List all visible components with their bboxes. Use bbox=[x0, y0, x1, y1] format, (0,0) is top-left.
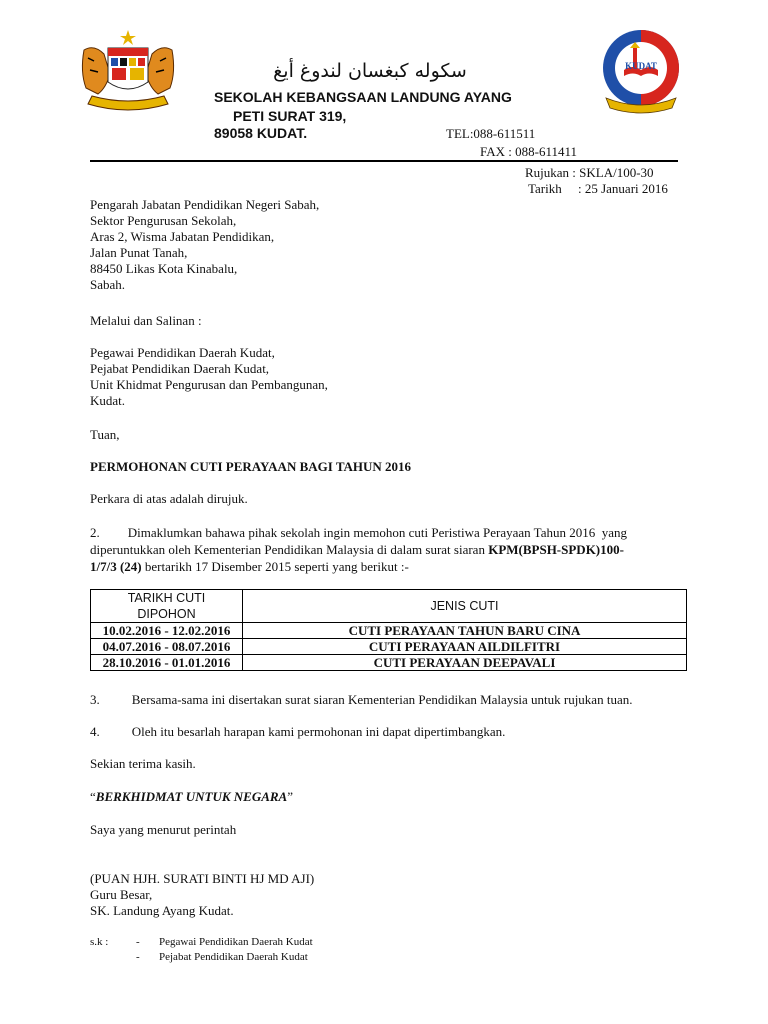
column-header-date: TARIKH CUTI DIPOHON bbox=[91, 590, 243, 623]
address-line: Unit Khidmat Pengurusan dan Pembangunan, bbox=[90, 377, 328, 392]
school-logo bbox=[598, 28, 684, 114]
letter-date: Tarikh : 25 Januari 2016 bbox=[528, 181, 668, 196]
cc-label: s.k : bbox=[90, 936, 109, 948]
letter-subject: PERMOHONAN CUTI PERAYAAN BAGI TAHUN 2016 bbox=[90, 459, 412, 474]
via-address bbox=[90, 345, 328, 409]
telephone: TEL:088-611511 bbox=[446, 126, 536, 141]
paragraph-2 bbox=[90, 524, 678, 575]
recipient-address bbox=[90, 197, 319, 293]
motto-line: “BERKHIDMAT UNTUK NEGARA” bbox=[90, 789, 293, 804]
paragraph-text: Bersama-sama ini disertakan surat siaran Kementerian Pendidikan Malaysia untuk rujukan tuan. bbox=[131, 692, 633, 707]
paragraph-text: Dimaklumkan bahawa pihak sekolah ingin memohon cuti Peristiwa Perayaan Tahun 2016 yang bbox=[127, 525, 627, 540]
address-line: Pegawai Pendidikan Daerah Kudat, bbox=[90, 345, 275, 360]
holiday-date: 10.02.2016 - 12.02.2016 bbox=[91, 623, 243, 639]
table-row bbox=[91, 623, 687, 639]
cc-dash: - bbox=[136, 936, 140, 948]
holiday-date: 04.07.2016 - 08.07.2016 bbox=[91, 639, 243, 655]
paragraph-text: diperuntukkan oleh Kementerian Pendidikan Malaysia di dalam surat siaran bbox=[90, 542, 489, 557]
holiday-table bbox=[90, 589, 687, 671]
intro-text: Perkara di atas adalah dirujuk. bbox=[90, 491, 248, 506]
paragraph-number: 3. bbox=[90, 692, 100, 707]
paragraph-text: bertarikh 17 Disember 2015 seperti yang berikut :- bbox=[141, 559, 409, 574]
holiday-type: CUTI PERAYAAN DEEPAVALI bbox=[243, 655, 687, 671]
cc-dash: - bbox=[136, 951, 140, 963]
school-name: SEKOLAH KEBANGSAAN LANDUNG AYANG bbox=[214, 89, 512, 105]
obey-line: Saya yang menurut perintah bbox=[90, 822, 237, 837]
coat-of-arms-logo bbox=[78, 30, 178, 116]
po-box: PETI SURAT 319, bbox=[233, 108, 347, 124]
signatory-block bbox=[90, 871, 314, 919]
paragraph-number: 2. bbox=[90, 525, 100, 540]
postcode-city: 89058 KUDAT. bbox=[214, 125, 308, 141]
table-header-row bbox=[91, 590, 687, 623]
circular-reference: 1/7/3 (24) bbox=[90, 559, 142, 574]
via-label: Melalui dan Salinan : bbox=[90, 313, 202, 328]
column-header-type: JENIS CUTI bbox=[243, 590, 687, 623]
address-line: Aras 2, Wisma Jabatan Pendidikan, bbox=[90, 229, 275, 244]
address-line: Sabah. bbox=[90, 277, 126, 292]
address-line: Sektor Pengurusan Sekolah, bbox=[90, 213, 237, 228]
address-line: Pejabat Pendidikan Daerah Kudat, bbox=[90, 361, 270, 376]
salutation: Tuan, bbox=[90, 427, 120, 442]
address-line: 88450 Likas Kota Kinabalu, bbox=[90, 261, 238, 276]
signatory-school: SK. Landung Ayang Kudat. bbox=[90, 903, 234, 918]
closing-text: Sekian terima kasih. bbox=[90, 756, 196, 771]
header-rule bbox=[90, 160, 678, 162]
cc-item: Pejabat Pendidikan Daerah Kudat bbox=[159, 951, 308, 963]
paragraph-text: Oleh itu besarlah harapan kami permohonan ini dapat dipertimbangkan. bbox=[131, 724, 506, 739]
cc-item: Pegawai Pendidikan Daerah Kudat bbox=[159, 936, 313, 948]
holiday-date: 28.10.2016 - 01.01.2016 bbox=[91, 655, 243, 671]
fax: FAX : 088-611411 bbox=[480, 144, 578, 159]
holiday-type: CUTI PERAYAAN AILDILFITRI bbox=[243, 639, 687, 655]
holiday-type: CUTI PERAYAAN TAHUN BARU CINA bbox=[243, 623, 687, 639]
motto-text: BERKHIDMAT UNTUK NEGARA bbox=[95, 789, 288, 804]
table-row bbox=[91, 655, 687, 671]
paragraph-4 bbox=[90, 723, 678, 740]
signatory-title: Guru Besar, bbox=[90, 887, 153, 902]
signatory-name: (PUAN HJH. SURATI BINTI HJ MD AJI) bbox=[90, 871, 315, 886]
address-line: Jalan Punat Tanah, bbox=[90, 245, 188, 260]
paragraph-number: 4. bbox=[90, 724, 100, 739]
circular-reference: KPM(BPSH-SPDK)100- bbox=[488, 542, 624, 557]
address-line: Kudat. bbox=[90, 393, 126, 408]
paragraph-3 bbox=[90, 691, 678, 708]
reference-number: Rujukan : SKLA/100-30 bbox=[525, 165, 654, 180]
address-line: Pengarah Jabatan Pendidikan Negeri Sabah, bbox=[90, 197, 320, 212]
school-name-jawi: سکوله کبغسان لندوغ أيغ bbox=[273, 60, 467, 82]
table-row bbox=[91, 639, 687, 655]
school-logo-text: KUDAT bbox=[625, 61, 657, 71]
